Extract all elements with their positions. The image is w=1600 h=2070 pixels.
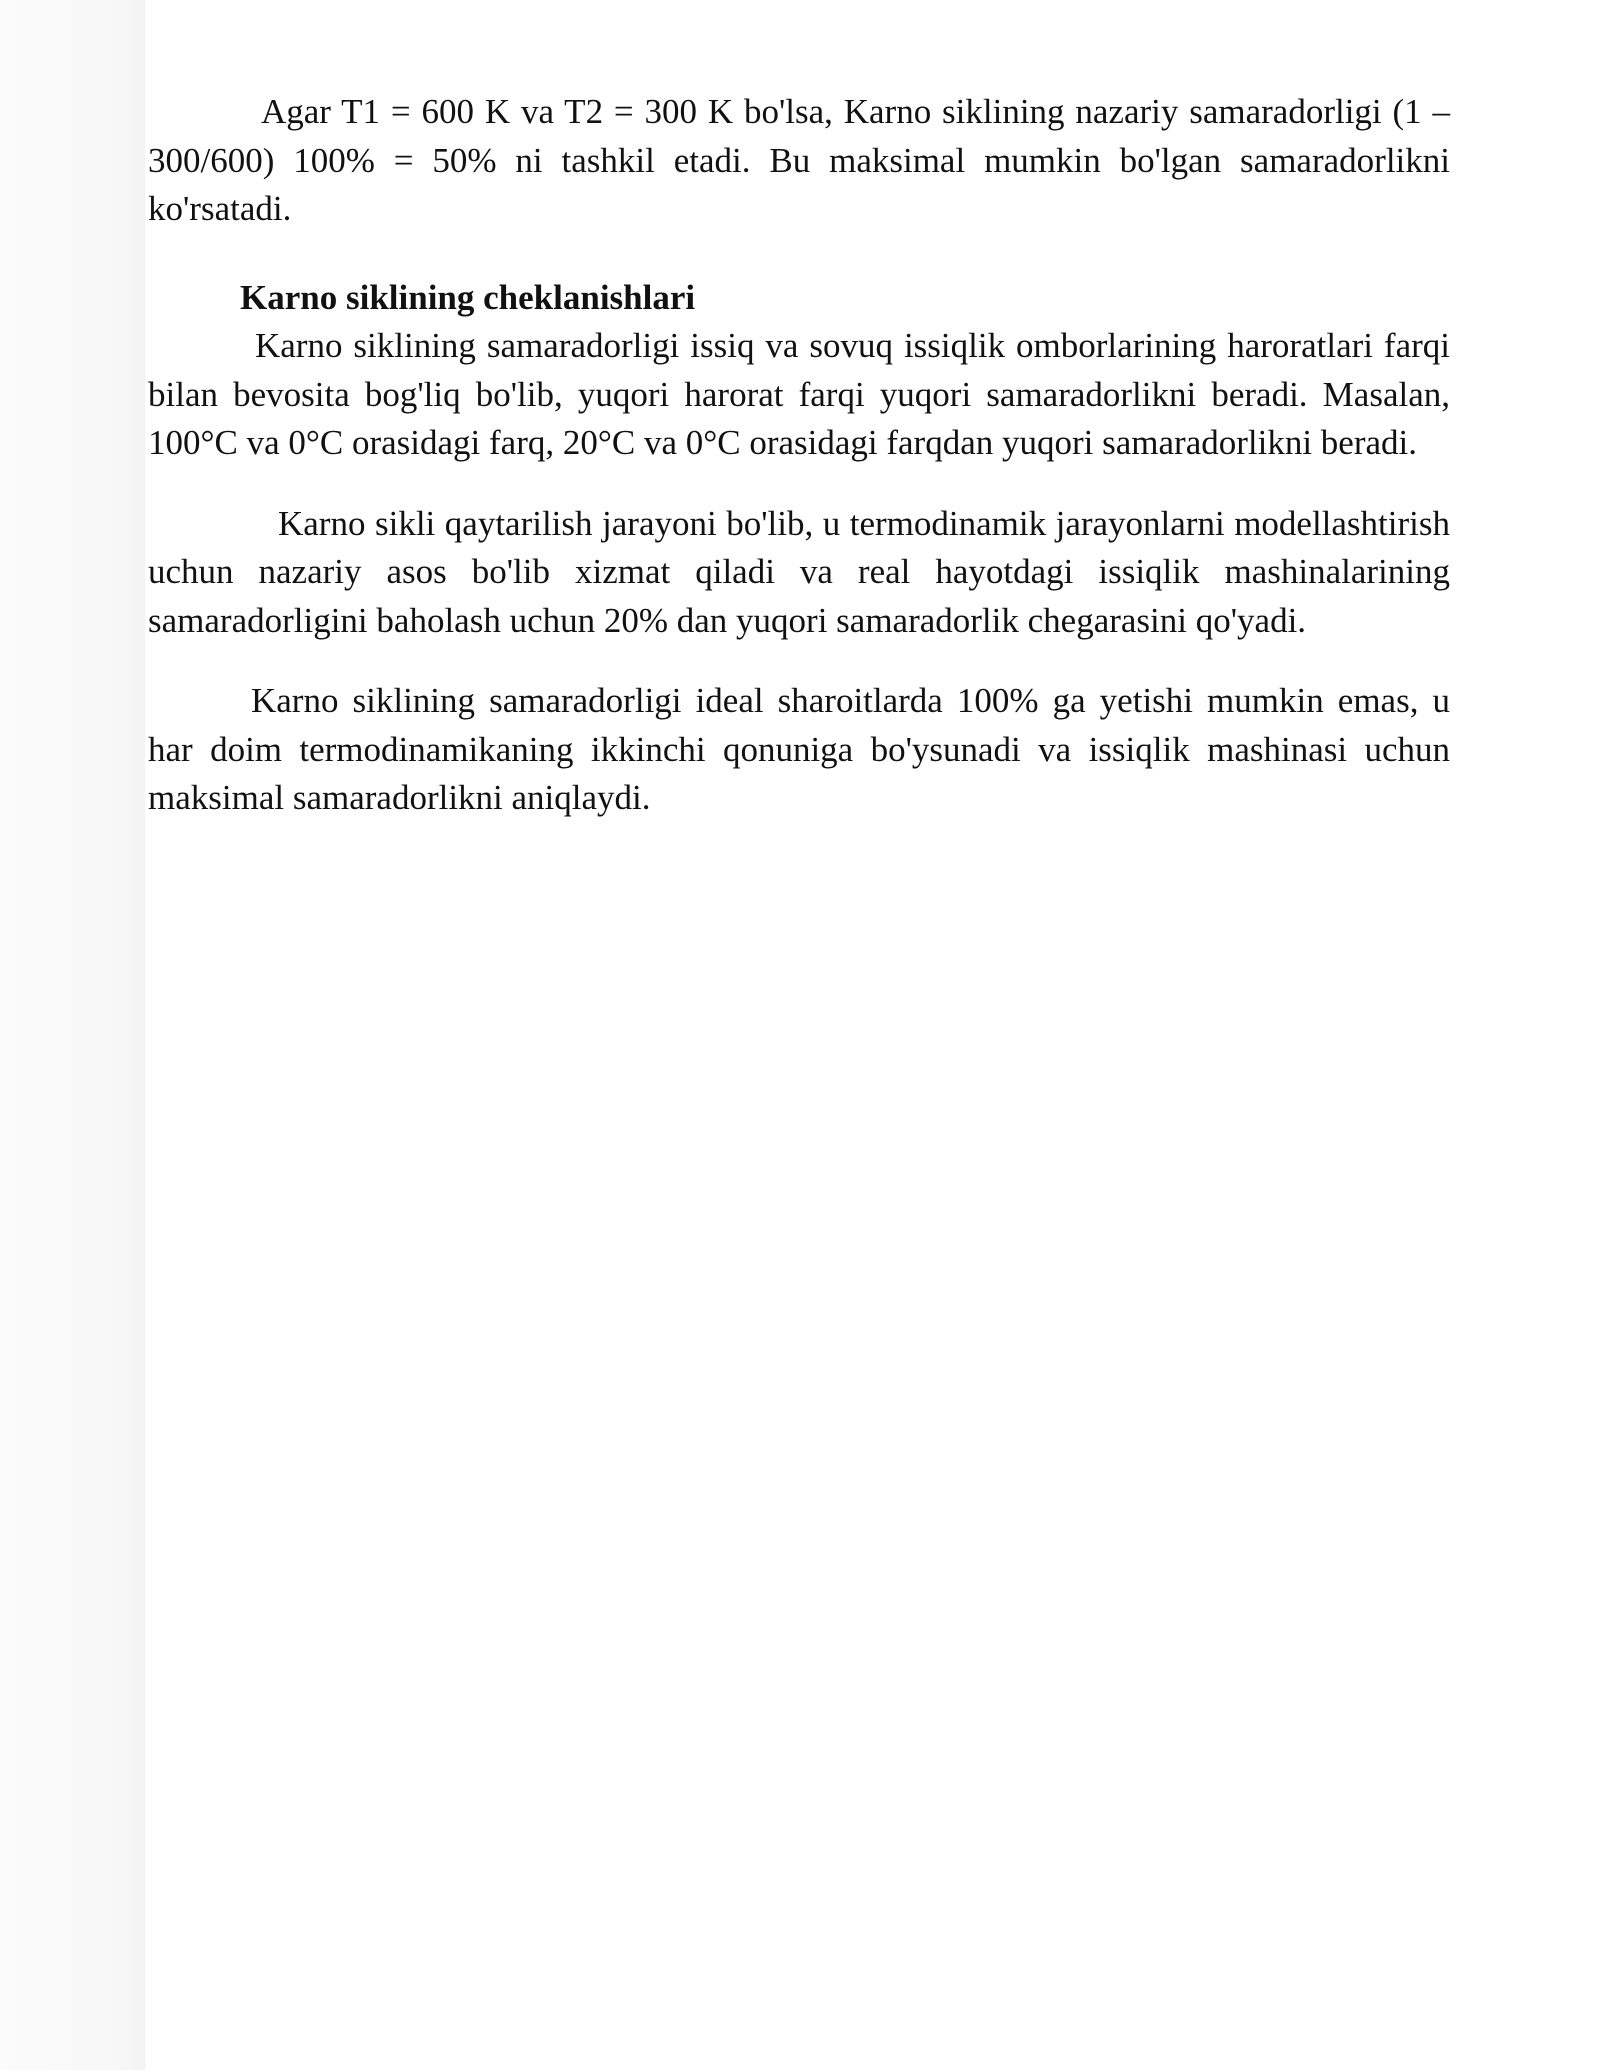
paragraph-carnot-example: Agar T1 = 600 K va T2 = 300 K bo'lsa, Karno siklining nazariy samaradorligi (1 – 300/600) 100% = 50% ni tashkil etadi. Bu maksimal mumkin bo'lgan samaradorlikni ko'rsatadi. (148, 92, 1450, 228)
paragraph-efficiency-limit: Karno siklining samaradorligi ideal sharoitlarda 100% ga yetishi mumkin emas, u har doim termodinamikaning ikkinchi qonuniga bo'ysunadi va issiqlik mashinasi uchun maksimal samaradorlikni aniqlaydi. (148, 681, 1450, 817)
page-margin-shade (0, 0, 145, 2070)
section-heading: Karno siklining cheklanishlari (240, 277, 696, 317)
paragraph-reversible-process: Karno sikli qaytarilish jarayoni bo'lib, u termodinamik jarayonlarni modellashtirish uchun nazariy asos bo'lib xizmat qiladi va real hayotdagi issiqlik mashinalarining samaradorligini baholash uchun 20% dan yuqori samaradorlik chegarasini qo'yadi. (148, 503, 1450, 640)
paragraph-temperature-difference: Karno siklining samaradorligi issiq va sovuq issiqlik omborlarining haroratlari farqi bilan bevosita bog'liq bo'lib, yuqori harorat farqi yuqori samaradorlikni beradi. Masalan, 100°C va 0°C orasidagi farq, 20°C va 0°C orasidagi farqdan yuqori samaradorlikni beradi. (148, 326, 1450, 462)
document-body (148, 88, 1450, 823)
